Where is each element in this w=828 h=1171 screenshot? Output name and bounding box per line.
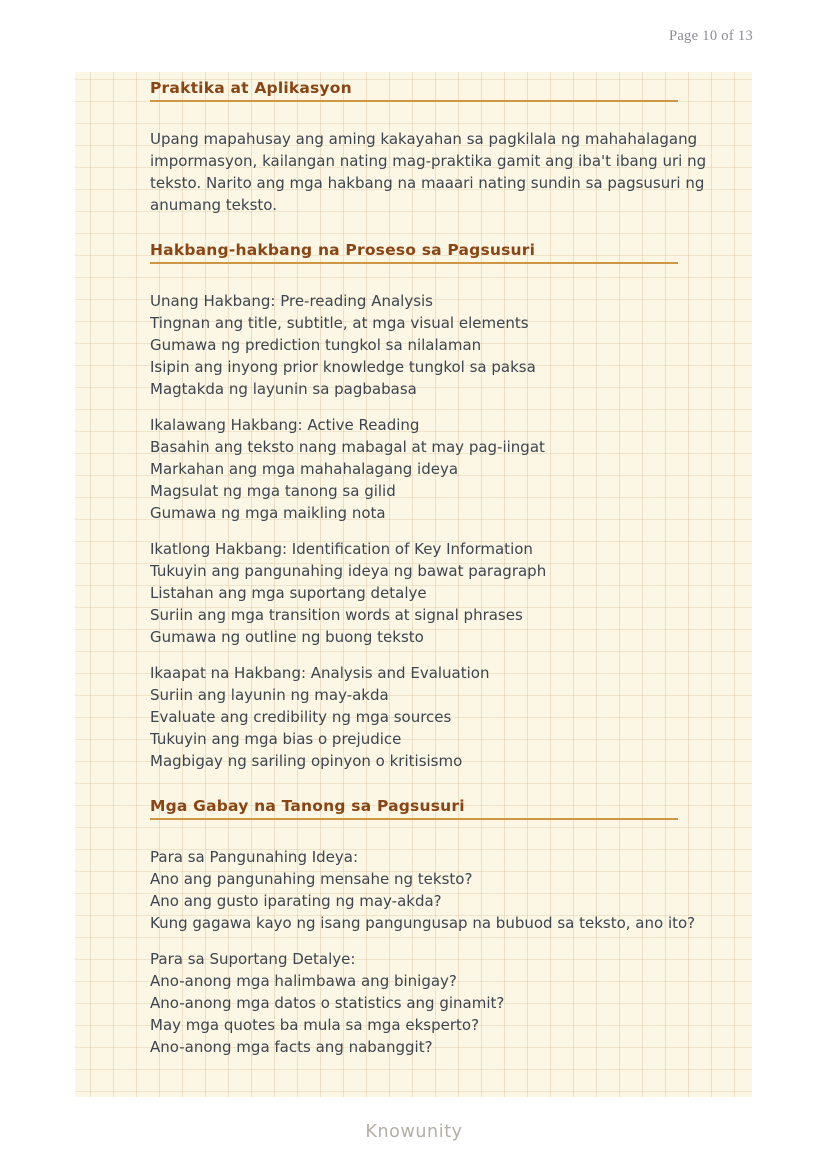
text-block [150,290,752,400]
text-line: anumang teksto. [150,196,277,214]
text-line: Suriin ang layunin ng may-akda [150,686,389,704]
text-block [150,414,752,524]
text-line: Para sa Pangunahing Ideya: [150,848,359,866]
text-line: Tukuyin ang pangunahing ideya ng bawat paragraph [150,562,547,580]
text-line: Suriin ang mga transition words at signal phrases [150,606,523,624]
text-line: Isipin ang inyong prior knowledge tungkol sa paksa [150,358,536,376]
section-heading: Mga Gabay na Tanong sa Pagsusuri [150,796,678,820]
text-block [150,128,752,216]
text-line: Ano-anong mga datos o statistics ang ginamit? [150,994,505,1012]
text-line: Tingnan ang title, subtitle, at mga visual elements [150,314,529,332]
text-line: May mga quotes ba mula sa mga eksperto? [150,1016,480,1034]
text-line: Listahan ang mga suportang detalye [150,584,427,602]
text-line: Ikatlong Hakbang: Identification of Key Information [150,540,533,558]
section-heading: Hakbang-hakbang na Proseso sa Pagsusuri [150,240,678,264]
text-line: Ikalawang Hakbang: Active Reading [150,416,420,434]
text-block [150,846,752,934]
text-line: Tukuyin ang mga bias o prejudice [150,730,402,748]
text-block [150,662,752,772]
text-line: teksto. Narito ang mga hakbang na maaari nating sundin sa pagsusuri ng [150,174,705,192]
text-line: Para sa Suportang Detalye: [150,950,356,968]
text-line: Ano ang pangunahing mensahe ng teksto? [150,870,473,888]
page-indicator: Page 10 of 13 [668,28,753,44]
text-line: Magbigay ng sariling opinyon o kritisismo [150,752,463,770]
text-line: Magsulat ng mga tanong sa gilid [150,482,396,500]
knowunity-watermark: Knowunity [365,1122,463,1142]
text-line: Gumawa ng outline ng buong teksto [150,628,424,646]
text-block [150,538,752,648]
text-line: Unang Hakbang: Pre-reading Analysis [150,292,434,310]
text-line: Markahan ang mga mahahalagang ideya [150,460,459,478]
text-line: impormasyon, kailangan nating mag-praktika gamit ang iba't ibang uri ng [150,152,707,170]
text-line: Ano-anong mga halimbawa ang binigay? [150,972,457,990]
notes-paper [75,72,752,1097]
paper-content [75,72,752,1058]
text-line: Magtakda ng layunin sa pagbabasa [150,380,417,398]
text-line: Kung gagawa kayo ng isang pangungusap na bubuod sa teksto, ano ito? [150,914,696,932]
text-line: Ano-anong mga facts ang nabanggit? [150,1038,433,1056]
text-line: Upang mapahusay ang aming kakayahan sa pagkilala ng mahahalagang [150,130,698,148]
text-line: Gumawa ng mga maikling nota [150,504,386,522]
text-line: Gumawa ng prediction tungkol sa nilalaman [150,336,482,354]
text-line: Evaluate ang credibility ng mga sources [150,708,452,726]
text-block [150,948,752,1058]
text-line: Basahin ang teksto nang mabagal at may pag-iingat [150,438,545,456]
text-line: Ikaapat na Hakbang: Analysis and Evaluation [150,664,490,682]
section-heading: Praktika at Aplikasyon [150,78,678,102]
text-line: Ano ang gusto iparating ng may-akda? [150,892,442,910]
